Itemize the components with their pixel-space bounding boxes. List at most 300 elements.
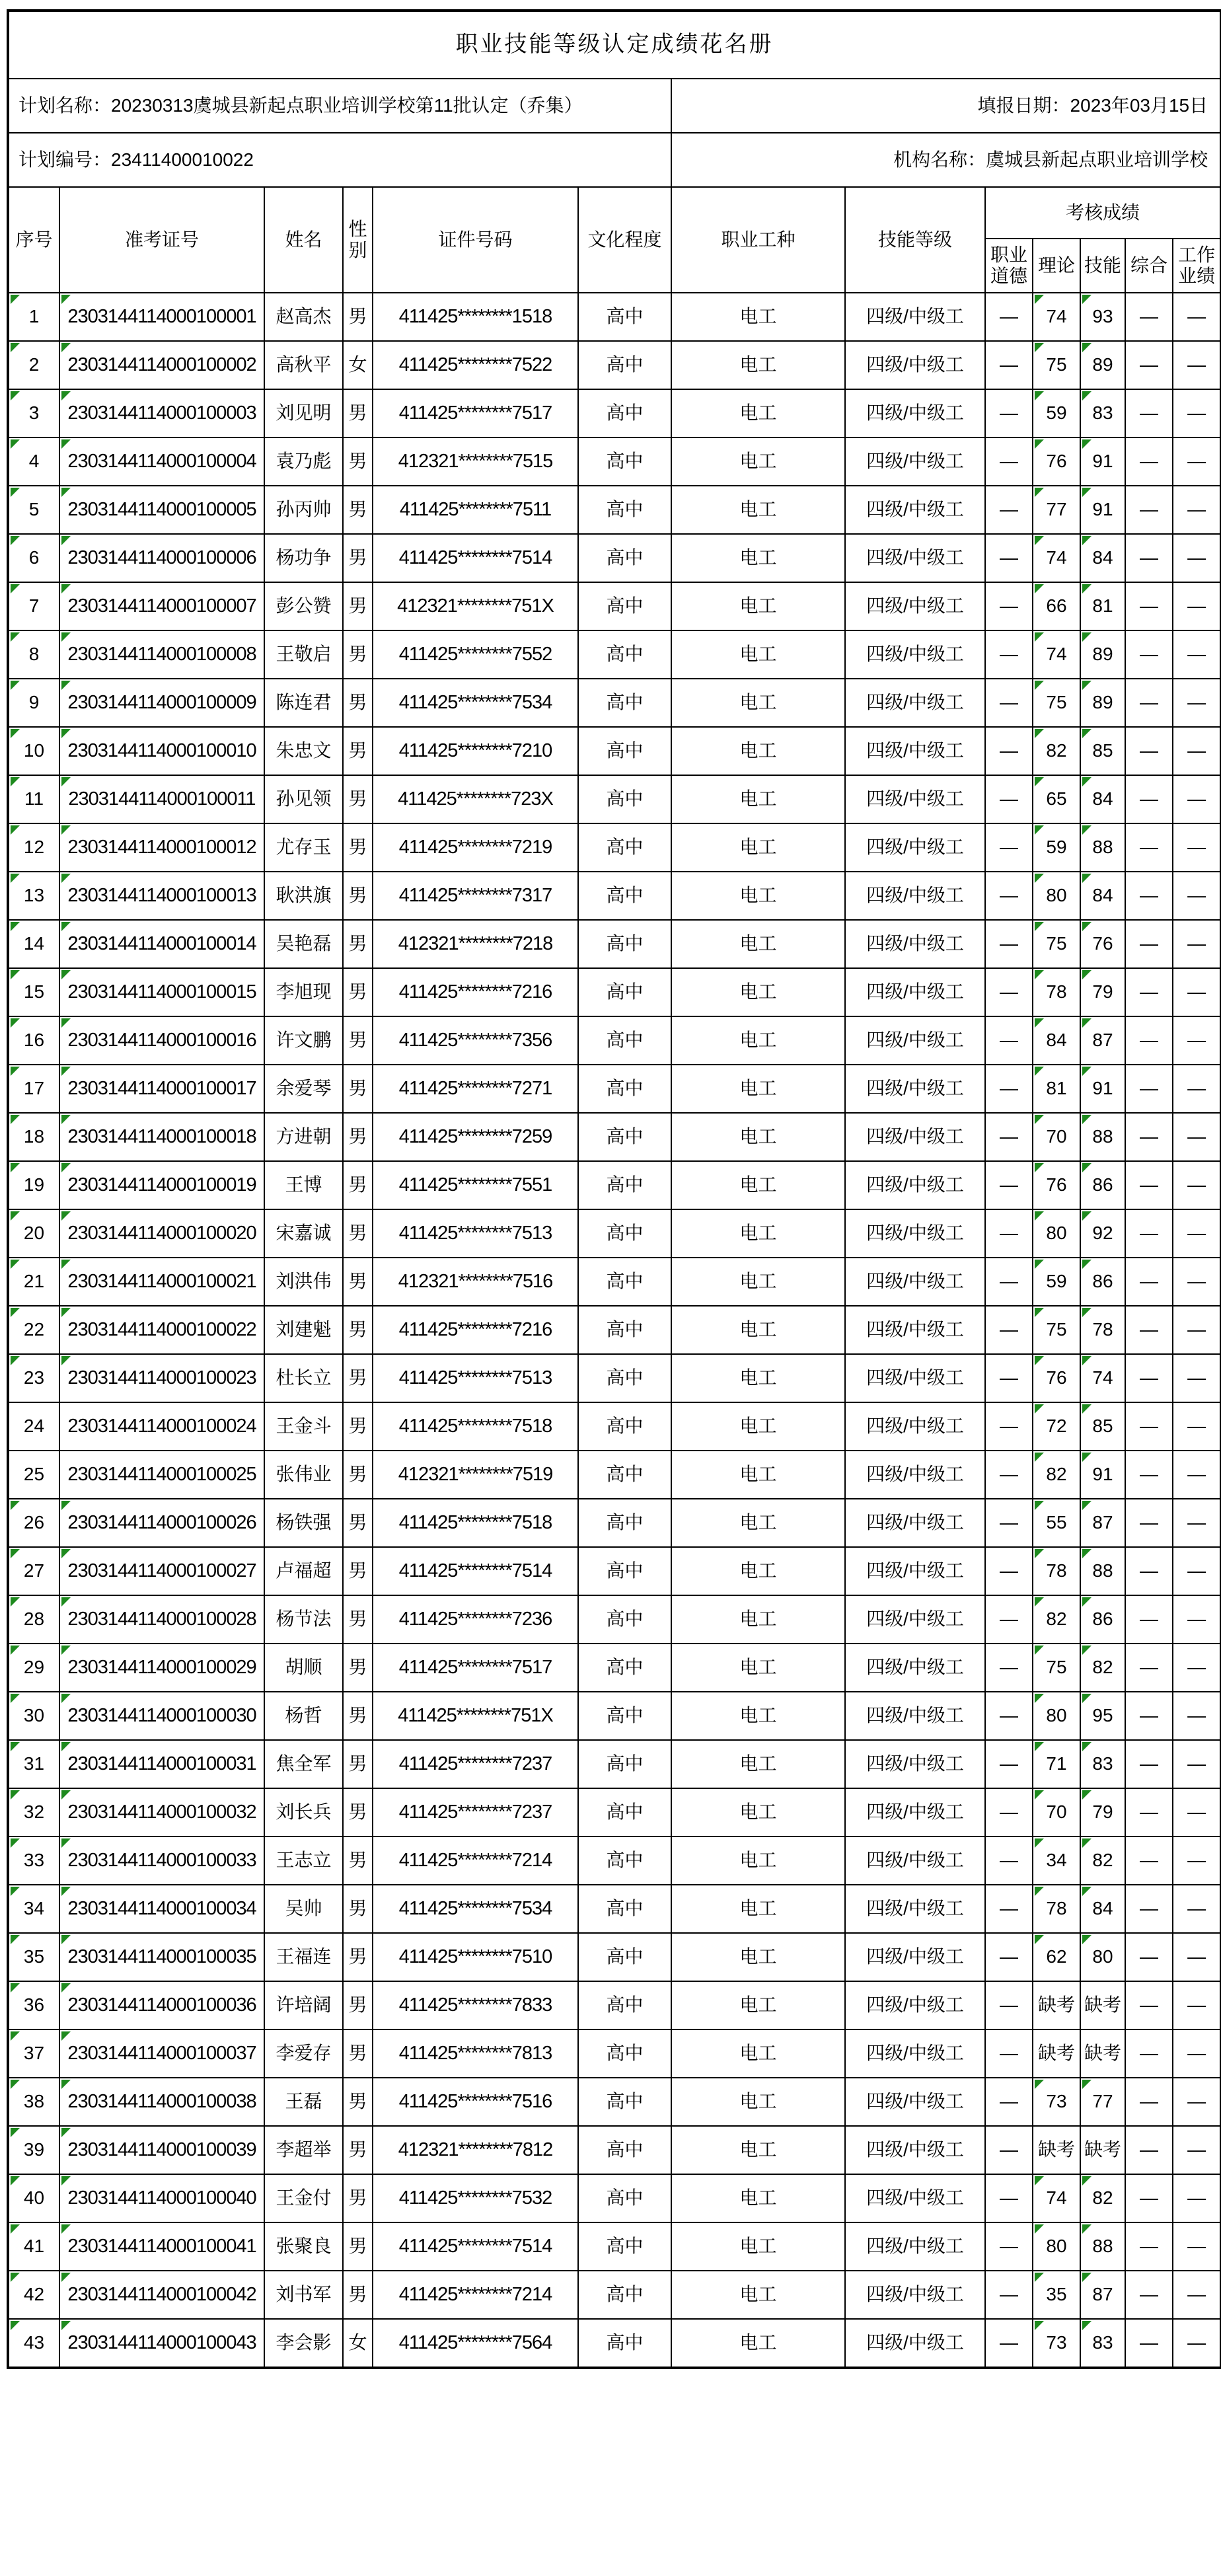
occupation	[671, 775, 845, 823]
cell-corner-mark-icon	[1082, 1260, 1092, 1269]
admission-ticket-number	[59, 823, 264, 872]
score-ethics-value: —	[1000, 547, 1018, 568]
score-comprehensive-value: —	[1140, 1319, 1158, 1340]
row-index-value: 38	[23, 2091, 45, 2112]
score-ethics-value: —	[1000, 402, 1018, 424]
candidate-name	[264, 1692, 343, 1740]
table-row	[8, 968, 1221, 1016]
candidate-name-value: 袁乃彪	[276, 451, 332, 472]
skill-level-value: 四级/中级工	[866, 740, 964, 761]
education-level	[578, 2222, 671, 2271]
skill-level-value: 四级/中级工	[866, 933, 964, 954]
score-theory-value: 55	[1046, 1512, 1067, 1533]
cell-corner-mark-icon	[11, 2128, 20, 2137]
score-ethics	[985, 1933, 1033, 1981]
cell-corner-mark-icon	[61, 536, 71, 545]
gender	[343, 2174, 373, 2222]
score-theory-value: 34	[1046, 1850, 1067, 1871]
table-row	[8, 2078, 1221, 2126]
table-row	[8, 1644, 1221, 1692]
score-performance-value: —	[1187, 1030, 1206, 1051]
score-theory-value: 84	[1046, 1030, 1067, 1051]
education-level	[578, 1644, 671, 1692]
row-index	[8, 2271, 59, 2319]
occupation	[671, 341, 845, 389]
score-ethics	[985, 1740, 1033, 1788]
row-index	[8, 2174, 59, 2222]
score-theory	[1033, 727, 1080, 775]
score-skill-value: 84	[1092, 788, 1113, 810]
candidate-name-value: 许文鹏	[276, 1030, 332, 1051]
score-theory-value: 75	[1046, 933, 1067, 954]
row-index-value: 39	[23, 2139, 45, 2160]
id-number	[373, 1547, 578, 1595]
education-level-value: 高中	[606, 2284, 644, 2305]
cell-corner-mark-icon	[61, 1211, 71, 1221]
score-theory-value: 80	[1046, 2236, 1067, 2257]
gender	[343, 1113, 373, 1161]
admission-ticket-number-value: 2303144114000100024	[67, 1415, 256, 1437]
cell-corner-mark-icon	[1035, 1646, 1044, 1655]
occupation	[671, 2222, 845, 2271]
cell-corner-mark-icon	[1035, 1018, 1044, 1028]
row-index	[8, 389, 59, 437]
row-index	[8, 1451, 59, 1499]
gender	[343, 1933, 373, 1981]
col-header-education: 文化程度	[578, 187, 671, 293]
score-comprehensive	[1125, 2222, 1173, 2271]
cell-corner-mark-icon	[1035, 1356, 1044, 1365]
id-number	[373, 389, 578, 437]
occupation-value: 电工	[739, 1126, 777, 1147]
cell-corner-mark-icon	[61, 1308, 71, 1317]
cell-corner-mark-icon	[1082, 2273, 1092, 2282]
score-performance-value: —	[1187, 1512, 1206, 1533]
cell-corner-mark-icon	[61, 1887, 71, 1896]
education-level-value: 高中	[606, 1898, 644, 1919]
score-theory	[1033, 341, 1080, 389]
admission-ticket-number-value: 2303144114000100018	[67, 1125, 256, 1147]
id-number-value: 411425********7552	[398, 643, 552, 665]
cell-corner-mark-icon	[11, 632, 20, 642]
occupation	[671, 727, 845, 775]
id-number	[373, 1209, 578, 1258]
admission-ticket-number	[59, 1354, 264, 1402]
score-comprehensive	[1125, 341, 1173, 389]
gender	[343, 1740, 373, 1788]
score-performance-value: —	[1187, 1705, 1206, 1726]
gender	[343, 630, 373, 679]
candidate-name-value: 方进朝	[276, 1126, 332, 1147]
skill-level-value: 四级/中级工	[866, 306, 964, 327]
score-ethics-value: —	[1000, 933, 1018, 954]
cell-corner-mark-icon	[1082, 1211, 1092, 1221]
score-performance-value: —	[1187, 933, 1206, 954]
score-skill-value: 82	[1092, 2187, 1113, 2209]
admission-ticket-number-value: 2303144114000100016	[67, 1029, 256, 1051]
score-comprehensive	[1125, 1065, 1173, 1113]
id-number-value: 411425********7259	[398, 1125, 552, 1147]
cell-corner-mark-icon	[1035, 777, 1044, 786]
row-index	[8, 1595, 59, 1644]
occupation-value: 电工	[739, 1367, 777, 1388]
occupation	[671, 968, 845, 1016]
id-number-value: 411425********7522	[398, 354, 552, 375]
table-row	[8, 389, 1221, 437]
education-level-value: 高中	[606, 885, 644, 906]
gender-value: 男	[348, 499, 367, 520]
score-theory-value: 73	[1046, 2091, 1067, 2112]
page-title: 职业技能等级认定成绩花名册	[8, 11, 1221, 79]
occupation	[671, 437, 845, 486]
education-level	[578, 341, 671, 389]
occupation	[671, 1788, 845, 1837]
id-number-value: 411425********7216	[398, 1318, 552, 1340]
admission-ticket-number	[59, 1258, 264, 1306]
score-theory-value: 77	[1046, 499, 1067, 520]
candidate-name	[264, 1547, 343, 1595]
cell-corner-mark-icon	[1035, 825, 1044, 835]
score-performance	[1173, 1595, 1221, 1644]
id-number-value: 411425********7517	[398, 402, 552, 424]
occupation	[671, 2271, 845, 2319]
score-ethics	[985, 1644, 1033, 1692]
score-performance-value: —	[1187, 499, 1206, 520]
col-header-occupation: 职业工种	[671, 187, 845, 293]
id-number	[373, 341, 578, 389]
table-row	[8, 1209, 1221, 1258]
row-index-value: 14	[23, 933, 45, 954]
score-theory	[1033, 1885, 1080, 1933]
score-performance	[1173, 582, 1221, 630]
skill-level	[845, 727, 985, 775]
score-skill	[1080, 2271, 1125, 2319]
cell-corner-mark-icon	[1035, 1694, 1044, 1703]
admission-ticket-number	[59, 920, 264, 968]
gender-value: 男	[348, 1416, 367, 1437]
score-skill	[1080, 775, 1125, 823]
score-theory-value: 74	[1046, 547, 1067, 568]
score-theory	[1033, 486, 1080, 534]
admission-ticket-number	[59, 486, 264, 534]
skill-level-value: 四级/中级工	[866, 1223, 964, 1244]
score-skill	[1080, 1740, 1125, 1788]
cell-corner-mark-icon	[11, 1356, 20, 1365]
occupation-value: 电工	[739, 1319, 777, 1340]
education-level-value: 高中	[606, 451, 644, 472]
admission-ticket-number-value: 2303144114000100019	[67, 1174, 256, 1195]
score-ethics-value: —	[1000, 1705, 1018, 1726]
score-skill	[1080, 727, 1125, 775]
score-theory-value: 59	[1046, 1271, 1067, 1292]
score-theory-value: 75	[1046, 1657, 1067, 1678]
cell-corner-mark-icon	[1035, 1742, 1044, 1751]
skill-level-value: 四级/中级工	[866, 1657, 964, 1678]
score-skill	[1080, 1692, 1125, 1740]
score-performance-value: —	[1187, 1367, 1206, 1388]
skill-level	[845, 1788, 985, 1837]
admission-ticket-number	[59, 727, 264, 775]
occupation	[671, 2126, 845, 2174]
score-skill-value: 86	[1092, 1174, 1113, 1195]
candidate-name	[264, 968, 343, 1016]
candidate-name-value: 刘建魁	[276, 1319, 332, 1340]
occupation	[671, 1402, 845, 1451]
gender	[343, 2271, 373, 2319]
id-number-value: 411425********7564	[398, 2331, 552, 2353]
skill-level-value: 四级/中级工	[866, 2091, 964, 2112]
score-skill	[1080, 1209, 1125, 1258]
score-ethics	[985, 1065, 1033, 1113]
score-skill	[1080, 968, 1125, 1016]
score-skill	[1080, 1451, 1125, 1499]
id-number-value: 411425********7813	[398, 2042, 552, 2064]
score-comprehensive	[1125, 2174, 1173, 2222]
cell-corner-mark-icon	[11, 922, 20, 931]
occupation-value: 电工	[739, 788, 777, 810]
score-ethics-value: —	[1000, 2284, 1018, 2305]
gender-value: 男	[348, 1850, 367, 1871]
occupation-value: 电工	[739, 933, 777, 954]
row-index	[8, 486, 59, 534]
score-comprehensive-value: —	[1140, 499, 1158, 520]
gender-value: 男	[348, 2091, 367, 2112]
score-performance-value: —	[1187, 595, 1206, 617]
cell-corner-mark-icon	[1082, 1790, 1092, 1799]
skill-level	[845, 1113, 985, 1161]
score-comprehensive	[1125, 679, 1173, 727]
table-row	[8, 1499, 1221, 1547]
occupation-value: 电工	[739, 2043, 777, 2064]
cell-corner-mark-icon	[1035, 2224, 1044, 2234]
org-name: 机构名称：虞城县新起点职业培训学校	[671, 133, 1221, 187]
score-comprehensive-value: —	[1140, 692, 1158, 713]
cell-corner-mark-icon	[61, 295, 71, 304]
admission-ticket-number-value: 2303144114000100031	[67, 1753, 256, 1774]
score-ethics	[985, 968, 1033, 1016]
score-skill-value: 88	[1092, 837, 1113, 858]
cell-corner-mark-icon	[61, 681, 71, 690]
col-header-name: 姓名	[264, 187, 343, 293]
score-performance	[1173, 727, 1221, 775]
skill-level-value: 四级/中级工	[866, 788, 964, 810]
score-ethics	[985, 1837, 1033, 1885]
score-ethics-value: —	[1000, 1657, 1018, 1678]
skill-level	[845, 1354, 985, 1402]
admission-ticket-number	[59, 1837, 264, 1885]
score-comprehensive-value: —	[1140, 547, 1158, 568]
score-theory-value: 81	[1046, 1078, 1067, 1099]
id-number-value: 411425********1518	[398, 305, 552, 327]
cell-corner-mark-icon	[1082, 1163, 1092, 1172]
score-performance	[1173, 1065, 1221, 1113]
score-skill-value: 91	[1092, 499, 1113, 520]
cell-corner-mark-icon	[1082, 1694, 1092, 1703]
score-theory	[1033, 775, 1080, 823]
occupation-value: 电工	[739, 2236, 777, 2257]
candidate-name-value: 王金付	[276, 2187, 332, 2209]
education-level-value: 高中	[606, 1560, 644, 1581]
candidate-name-value: 吴帅	[285, 1898, 322, 1919]
gender	[343, 1016, 373, 1065]
score-ethics-value: —	[1000, 306, 1018, 327]
score-ethics	[985, 1692, 1033, 1740]
candidate-name	[264, 630, 343, 679]
score-performance-value: —	[1187, 1946, 1206, 1967]
row-index-value: 32	[23, 1801, 45, 1823]
score-theory	[1033, 2222, 1080, 2271]
score-performance-value: —	[1187, 306, 1206, 327]
score-performance	[1173, 1981, 1221, 2029]
gender	[343, 679, 373, 727]
candidate-name-value: 刘洪伟	[276, 1271, 332, 1292]
gender	[343, 341, 373, 389]
education-level-value: 高中	[606, 2139, 644, 2160]
table-row	[8, 534, 1221, 582]
score-comprehensive-value: —	[1140, 2187, 1158, 2209]
score-ethics-value: —	[1000, 2332, 1018, 2353]
admission-ticket-number-value: 2303144114000100038	[67, 2090, 256, 2112]
occupation	[671, 2319, 845, 2368]
education-level	[578, 1402, 671, 1451]
admission-ticket-number-value: 2303144114000100013	[67, 884, 256, 906]
score-skill-value: 82	[1092, 1850, 1113, 1871]
skill-level-value: 四级/中级工	[866, 2187, 964, 2209]
id-number	[373, 1306, 578, 1354]
row-index-value: 10	[23, 740, 45, 761]
skill-level-value: 四级/中级工	[866, 1078, 964, 1099]
id-number-value: 411425********7214	[398, 1849, 552, 1871]
candidate-name	[264, 1258, 343, 1306]
candidate-name	[264, 1354, 343, 1402]
col-header-performance: 工作业绩	[1173, 239, 1221, 293]
score-roster-sheet	[7, 9, 1221, 2369]
cell-corner-mark-icon	[1035, 729, 1044, 738]
cell-corner-mark-icon	[11, 2031, 20, 2041]
row-index	[8, 1258, 59, 1306]
score-performance-value: —	[1187, 1753, 1206, 1774]
table-row	[8, 1161, 1221, 1209]
skill-level	[845, 1547, 985, 1595]
cell-corner-mark-icon	[11, 1501, 20, 1510]
admission-ticket-number	[59, 1499, 264, 1547]
score-theory-value: 缺考	[1037, 1994, 1075, 2016]
candidate-name	[264, 1209, 343, 1258]
score-comprehensive-value: —	[1140, 402, 1158, 424]
skill-level-value: 四级/中级工	[866, 1174, 964, 1195]
cell-corner-mark-icon	[11, 1260, 20, 1269]
score-ethics-value: —	[1000, 354, 1018, 375]
cell-corner-mark-icon	[1082, 1067, 1092, 1076]
score-skill-value: 83	[1092, 2332, 1113, 2353]
score-skill	[1080, 293, 1125, 341]
score-performance-value: —	[1187, 1464, 1206, 1485]
roster-body	[8, 293, 1221, 2368]
gender	[343, 2319, 373, 2368]
score-comprehensive	[1125, 1209, 1173, 1258]
score-ethics-value: —	[1000, 1078, 1018, 1099]
score-ethics	[985, 1354, 1033, 1402]
row-index-value: 37	[23, 2043, 45, 2064]
cell-corner-mark-icon	[1082, 1838, 1092, 1848]
score-ethics-value: —	[1000, 1850, 1018, 1871]
admission-ticket-number-value: 2303144114000100043	[67, 2331, 256, 2353]
score-skill-value: 78	[1092, 1319, 1113, 1340]
score-theory-value: 66	[1046, 595, 1067, 617]
skill-level-value: 四级/中级工	[866, 451, 964, 472]
score-skill-value: 87	[1092, 1512, 1113, 1533]
education-level-value: 高中	[606, 1126, 644, 1147]
score-performance-value: —	[1187, 1850, 1206, 1871]
admission-ticket-number-value: 2303144114000100002	[67, 354, 256, 375]
gender-value: 男	[348, 451, 367, 472]
row-index-value: 35	[23, 1946, 45, 1967]
gender-value: 男	[348, 1367, 367, 1388]
row-index	[8, 1499, 59, 1547]
cell-corner-mark-icon	[11, 729, 20, 738]
score-skill-value: 87	[1092, 2284, 1113, 2305]
table-row	[8, 1740, 1221, 1788]
candidate-name-value: 刘书军	[276, 2284, 332, 2305]
score-comprehensive	[1125, 534, 1173, 582]
candidate-name-value: 尤存玉	[276, 837, 332, 858]
score-ethics-value: —	[1000, 1126, 1018, 1147]
score-ethics	[985, 1981, 1033, 2029]
score-theory-value: 62	[1046, 1946, 1067, 1967]
admission-ticket-number-value: 2303144114000100006	[67, 547, 256, 568]
id-number-value: 412321********7812	[398, 2139, 553, 2160]
score-skill	[1080, 1306, 1125, 1354]
occupation	[671, 1740, 845, 1788]
admission-ticket-number	[59, 2126, 264, 2174]
id-number	[373, 1595, 578, 1644]
score-comprehensive-value: —	[1140, 2091, 1158, 2112]
skill-level-value: 四级/中级工	[866, 2332, 964, 2353]
skill-level	[845, 1740, 985, 1788]
occupation-value: 电工	[739, 2187, 777, 2209]
score-skill	[1080, 437, 1125, 486]
score-ethics	[985, 1595, 1033, 1644]
cell-corner-mark-icon	[1082, 2176, 1092, 2185]
education-level	[578, 293, 671, 341]
education-level	[578, 920, 671, 968]
table-row	[8, 341, 1221, 389]
gender	[343, 727, 373, 775]
skill-level	[845, 1595, 985, 1644]
score-ethics	[985, 437, 1033, 486]
gender-value: 男	[348, 306, 367, 327]
score-skill	[1080, 1547, 1125, 1595]
score-theory	[1033, 437, 1080, 486]
score-performance-value: —	[1187, 788, 1206, 810]
cell-corner-mark-icon	[1082, 970, 1092, 979]
skill-level	[845, 920, 985, 968]
score-theory	[1033, 630, 1080, 679]
score-ethics-value: —	[1000, 1753, 1018, 1774]
cell-corner-mark-icon	[61, 488, 71, 497]
occupation	[671, 1644, 845, 1692]
row-index	[8, 1306, 59, 1354]
occupation	[671, 389, 845, 437]
score-skill	[1080, 630, 1125, 679]
table-row	[8, 630, 1221, 679]
row-index-value: 27	[23, 1560, 45, 1581]
candidate-name	[264, 1740, 343, 1788]
score-comprehensive-value: —	[1140, 2284, 1158, 2305]
score-comprehensive-value: —	[1140, 1223, 1158, 1244]
occupation	[671, 534, 845, 582]
cell-corner-mark-icon	[1035, 584, 1044, 593]
